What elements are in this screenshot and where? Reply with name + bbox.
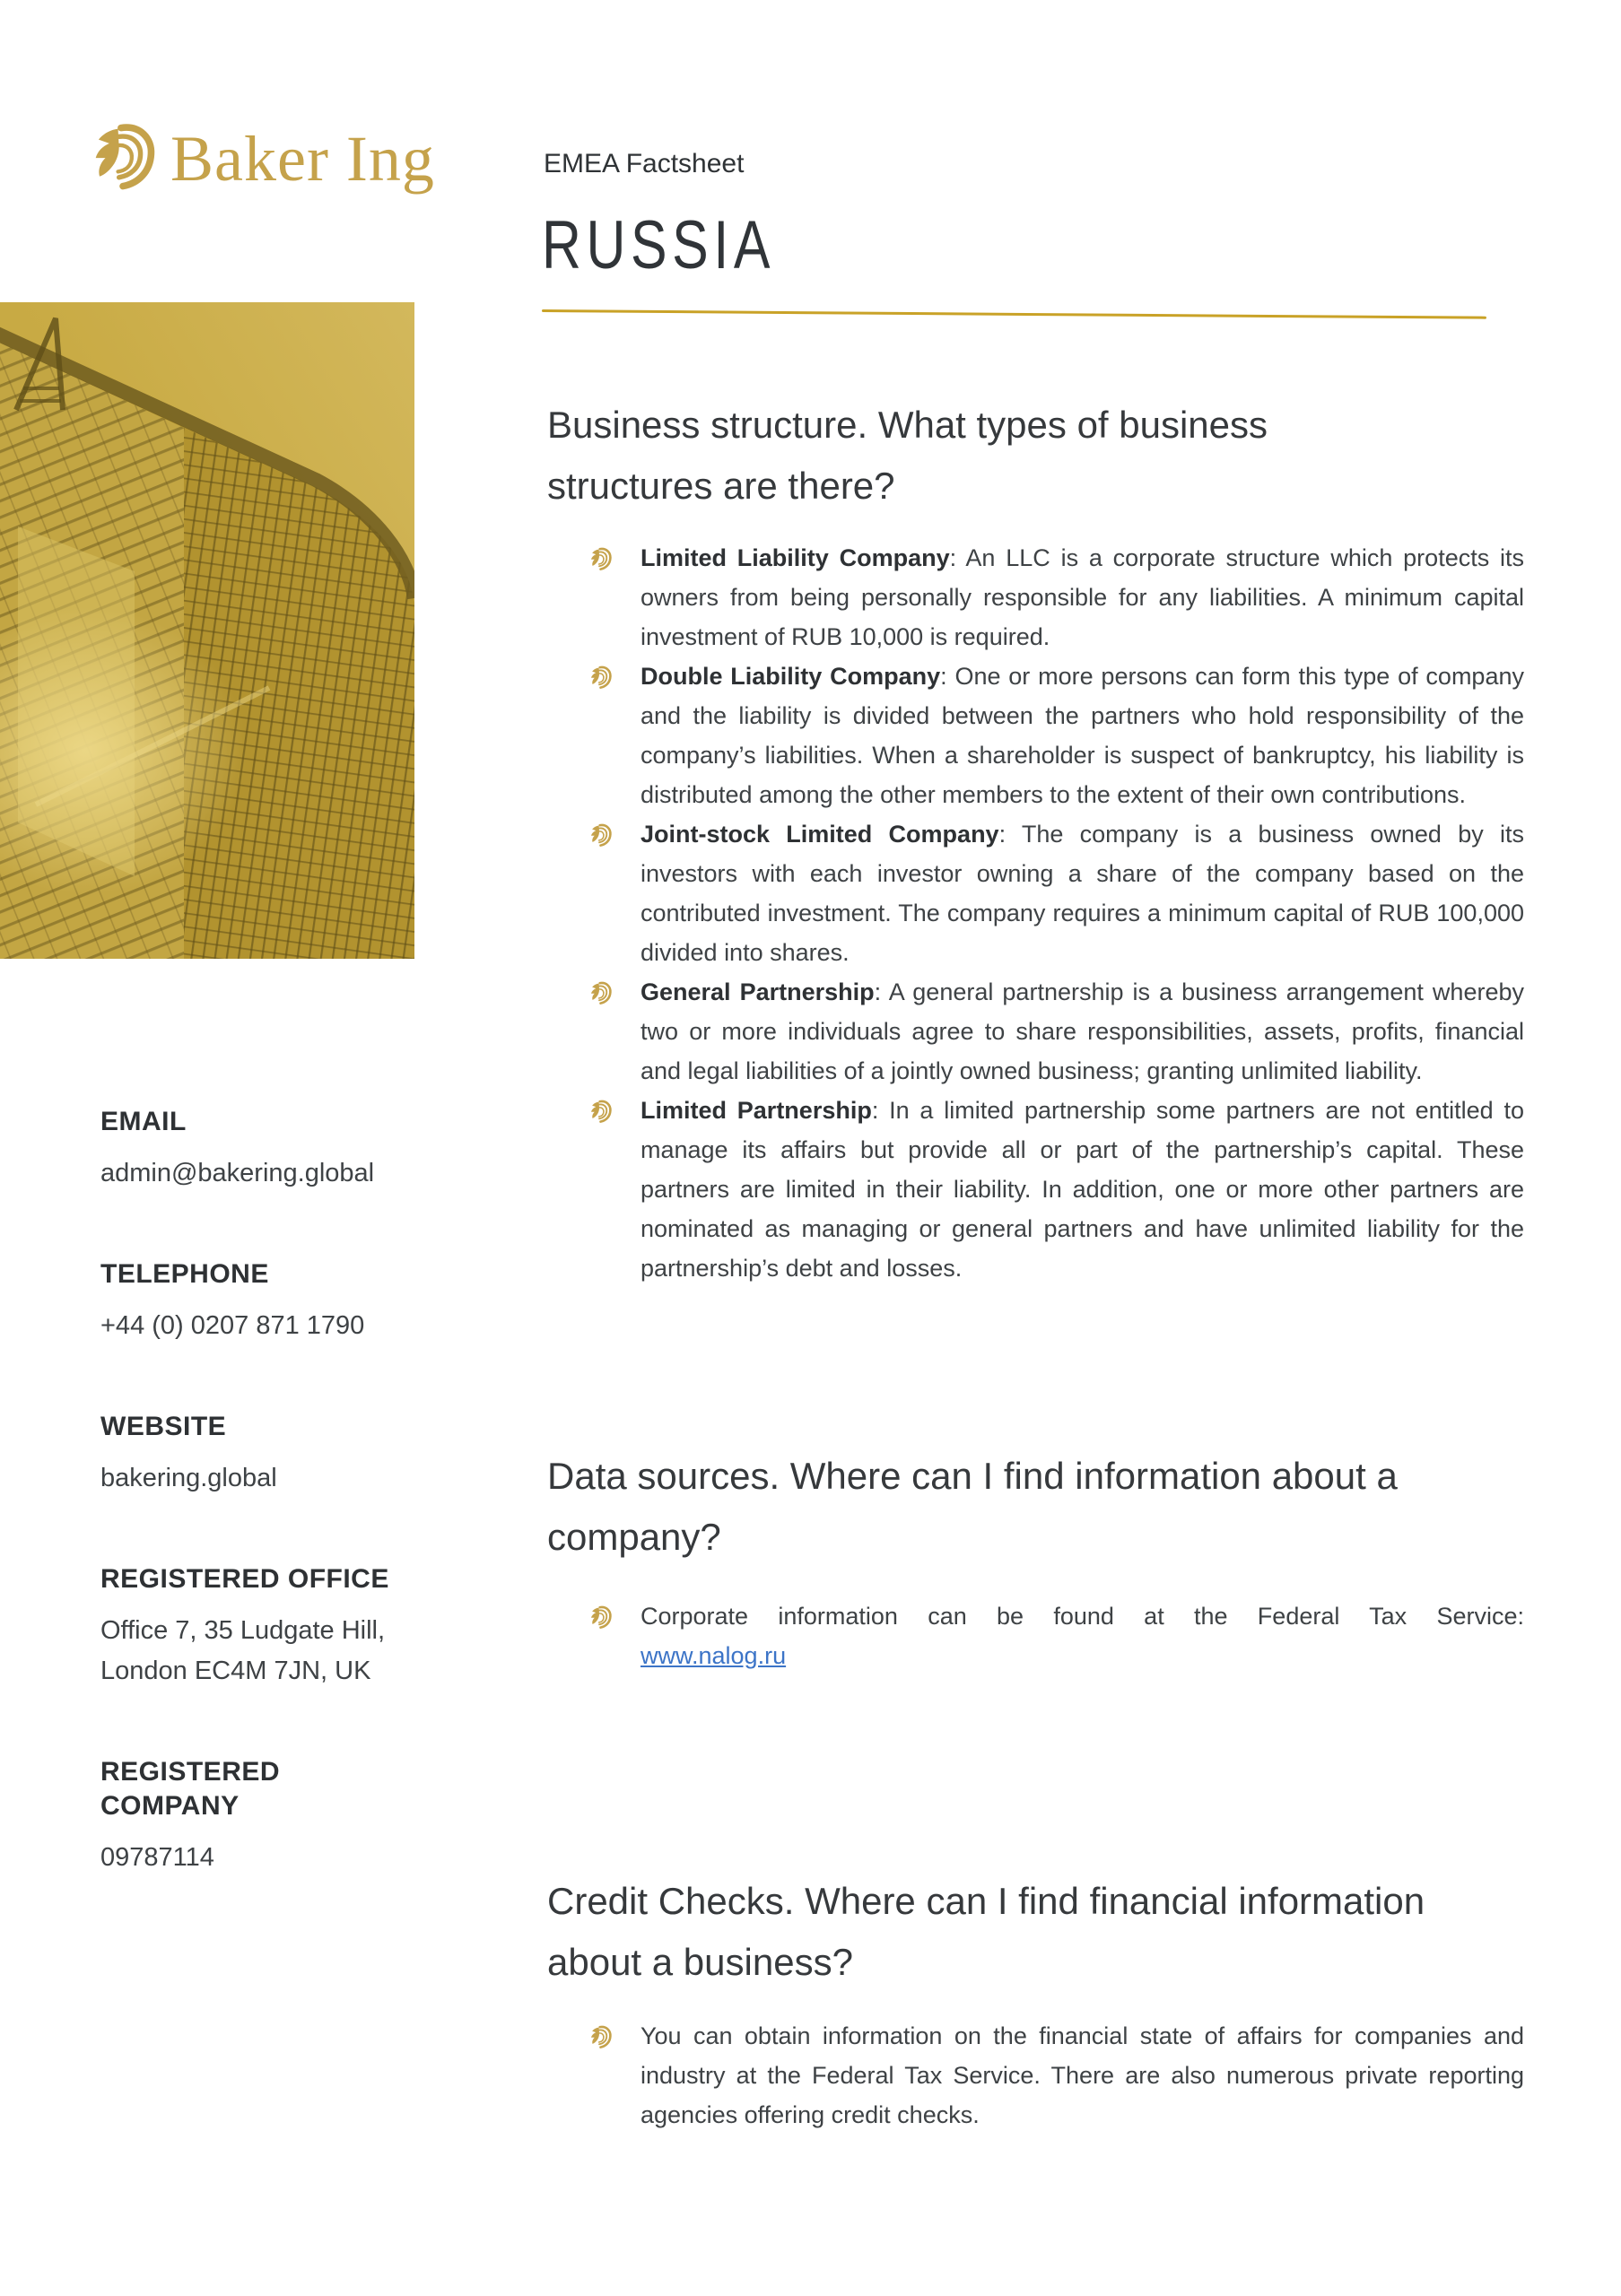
brand-logo — [88, 120, 435, 195]
heading-line: Data sources. Where can I find information about a — [547, 1455, 1398, 1497]
heading-line: Business structure. What types of business — [547, 404, 1268, 446]
business-structure-list — [547, 538, 1525, 1288]
bullet-term: Double Liability Company — [641, 663, 941, 690]
bullet-lion-icon — [588, 978, 613, 1007]
contact-value: Office 7, 35 Ludgate Hill, — [100, 1616, 386, 1645]
nalog-link[interactable]: www.nalog.ru — [641, 1642, 787, 1669]
list-item — [547, 2016, 1524, 2135]
bullet-text: You can obtain information on the financial state of affairs for companies and industry at the Federal Tax Service. There are also numerous private reporting agencies offering credit checks. — [641, 2022, 1524, 2128]
page-title: RUSSIA — [542, 207, 775, 283]
contact-email — [100, 1105, 423, 1194]
bullet-text: : A general partnership is a business arrangement whereby two or more individuals agree to share responsibilities, assets, profits, financial and legal liabilities of a jointly owned business; granting unlimited liability. — [641, 978, 1524, 1084]
list-item — [547, 657, 1524, 814]
contact-label: REGISTERED OFFICE — [100, 1564, 389, 1594]
contact-registered-office — [100, 1562, 423, 1692]
bullet-lion-icon — [588, 663, 613, 691]
contact-value: 09787114 — [100, 1843, 214, 1872]
contact-website — [100, 1410, 423, 1499]
heading-line: Credit Checks. Where can I find financial information — [547, 1880, 1425, 1922]
heading-line: about a business? — [547, 1941, 853, 1983]
contact-value: London EC4M 7JN, UK — [100, 1657, 371, 1685]
data-sources-list — [547, 1596, 1525, 1675]
bullet-text: : In a limited partnership some partners are not entitled to manage its affairs but provide all or part of the partnership’s capital. These partners are limited in their liability. In addition, one or more other partners are nominated as managing or general partners and have unlimited liability for the partnership’s debt and losses. — [641, 1097, 1524, 1282]
bullet-lion-icon — [588, 1603, 613, 1631]
bullet-lion-icon — [588, 821, 613, 849]
credit-checks-list — [547, 2016, 1525, 2135]
contact-value: bakering.global — [100, 1464, 277, 1492]
list-item — [547, 1091, 1524, 1288]
building-photo — [0, 302, 414, 959]
list-item — [547, 1596, 1524, 1675]
bullet-text: : One or more persons can form this type of company and the liability is divided between the partners who hold responsibility of the company’s liabilities. When a shareholder is suspect of bankruptcy, his liability is distributed among the other members to the extent of their own contributions. — [641, 663, 1524, 808]
bullet-term: Joint-stock Limited Company — [641, 821, 999, 848]
bullet-text: : The company is a business owned by its investors with each investor owning a share of the company based on the contributed investment. The company requires a minimum capital of RUB 100,000 divided into shares. — [641, 821, 1524, 966]
contact-label: TELEPHONE — [100, 1259, 269, 1289]
bullet-term: Limited Liability Company — [641, 544, 950, 571]
bullet-term: Limited Partnership — [641, 1097, 872, 1124]
bullet-text: : An LLC is a corporate structure which protects its owners from being personally responsible for any liabilities. A minimum capital investment of RUB 10,000 is required. — [641, 544, 1524, 650]
bullet-text: Corporate information can be found at the Federal Tax Service: — [641, 1603, 1524, 1630]
contact-label: REGISTERED COMPANY — [100, 1757, 281, 1821]
contact-label: WEBSITE — [100, 1412, 227, 1441]
bullet-term: General Partnership — [641, 978, 875, 1005]
contact-label: EMAIL — [100, 1107, 187, 1136]
list-item — [547, 538, 1524, 657]
lion-icon — [88, 120, 158, 192]
section-heading-data-sources — [547, 1446, 1453, 1568]
contact-value: +44 (0) 0207 871 1790 — [100, 1311, 365, 1340]
heading-line: structures are there? — [547, 465, 895, 507]
heading-line: company? — [547, 1516, 721, 1558]
list-item — [547, 814, 1524, 972]
section-heading-business-structure — [547, 395, 1453, 517]
document-eyebrow: EMEA Factsheet — [544, 149, 745, 178]
bullet-lion-icon — [588, 2022, 613, 2051]
brand-name: Baker Ing — [170, 123, 435, 195]
section-heading-credit-checks — [547, 1871, 1453, 1993]
contact-telephone — [100, 1257, 423, 1346]
bullet-lion-icon — [588, 544, 613, 573]
bullet-lion-icon — [588, 1097, 613, 1126]
gold-divider — [542, 309, 1486, 318]
contact-value: admin@bakering.global — [100, 1159, 375, 1187]
contact-registered-company — [100, 1755, 423, 1878]
list-item — [547, 972, 1524, 1091]
